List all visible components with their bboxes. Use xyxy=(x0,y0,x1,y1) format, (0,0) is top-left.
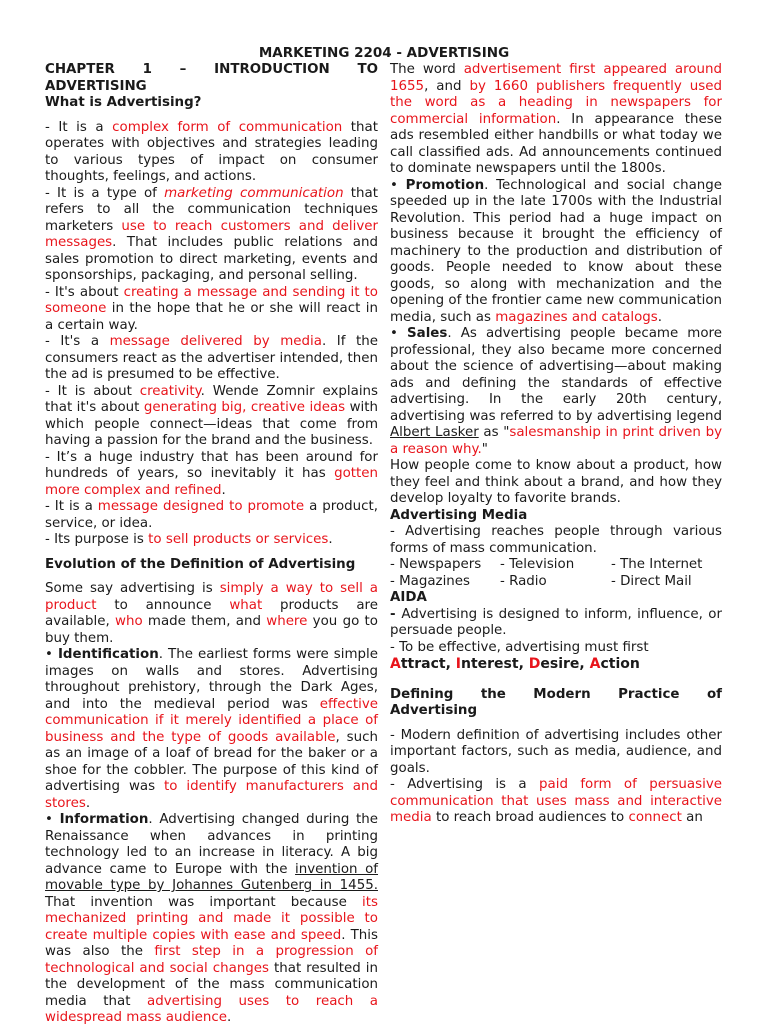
promotion-paragraph: • Promotion. Technological and social change speeded up in the late 1700s with the Industrial Revolution. This period had a huge impact on business because it brought the efficiency of machinery to the production and distribution of goods. People needed to know about these goods, so along with mechanization and the opening of the frontier came new communication media, such as magazines and catalogs. xyxy=(390,177,722,325)
modern-definition-1: - Modern definition of advertising includes other important factors, such as media, audience, and goals. xyxy=(390,727,722,776)
media-item: - Magazines xyxy=(390,573,471,589)
document-title: MARKETING 2204 - ADVERTISING xyxy=(258,45,510,61)
aida-heading: AIDA xyxy=(390,590,427,605)
media-list xyxy=(390,557,722,590)
evolution-heading: Evolution of the Definition of Advertising xyxy=(45,556,356,572)
definition-bullet-7: - It is a message designed to promote a product, service, or idea. xyxy=(45,499,379,531)
media-item: - The Internet xyxy=(611,557,703,572)
chapter-heading-line2: ADVERTISING xyxy=(45,78,147,94)
defining-heading: Defining the Modern Practice of Advertising xyxy=(390,686,722,718)
modern-definition-2: - Advertising is a paid form of persuasive communication that uses mass and interactive media to reach broad audiences to connect an xyxy=(390,777,722,825)
information-paragraph: • Information. Advertising changed during the Renaissance when advances in printing technology led to an increase in literacy. A big advance came to Europe with the invention of movable type by Johannes Gutenberg in 1455. That invention was important because its mechanized printing and made it possible to create multiple copies with ease and speed. This was also the first step in a progression of technological and social changes that resulted in the development of the mass communication media that advertising uses to reach a widespread mass audience. xyxy=(45,812,379,1025)
chapter-heading: CHAPTER 1 – INTRODUCTION TO xyxy=(45,62,378,77)
definition-bullet-8: - Its purpose is to sell products or services. xyxy=(45,532,333,547)
aida-point-2: - To be effective, advertising must first xyxy=(390,639,649,655)
definition-bullet-2: - It is a type of marketing communication that refers to all the communication techniques marketers use to reach customers and deliver messages. That includes public relations and sales promotion to direct marketing, events and sponsorships, packaging, and personal selling. xyxy=(45,185,378,283)
sales-paragraph: • Sales. As advertising people became more professional, they also became more concerned about the science of advertising—about making ads and defining the standards of effective advertising. In the early 20th century, advertising was referred to by advertising legend Albert Lasker as "salesmanship in print driven by a reason why." xyxy=(390,326,722,457)
definition-bullet-6: - It’s a huge industry that has been around for hundreds of years, so inevitably it has gotten more complex and refined. xyxy=(45,449,378,498)
definition-bullet-5: - It is about creativity. Wende Zomnir explains that it's about generating big, creative ideas with which people connect—ideas that come from having a passion for the brand and the business. xyxy=(45,383,378,448)
right-column xyxy=(390,62,722,827)
advertisement-word-paragraph: The word advertisement first appeared around 1655, and by 1660 publishers frequently used the word as a heading in newspapers for commercial information. In appearance these ads resembled either handbills or what today we call classified ads. Ad announcements continued to dominate newspapers until the 1800s. xyxy=(390,62,722,176)
advertising-media-heading: Advertising Media xyxy=(390,507,528,523)
media-intro: - Advertising reaches people through various forms of mass communication. xyxy=(390,524,722,556)
left-column xyxy=(45,62,378,1027)
definition-bullet-3: - It's about creating a message and sending it to someone in the hope that he or she will react in a certain way. xyxy=(45,284,378,333)
media-item: - Television xyxy=(500,557,575,572)
media-item: - Newspapers xyxy=(390,557,482,572)
identification-paragraph: • Identification. The earliest forms were simple images on walls and stores. Advertising throughout prehistory, through the Dark Ages, and into the medieval period was effective communication if it merely identified a place of business and the type of goods available, such as an image of a loaf of bread for the baker or a shoe for the cobbler. The purpose of this kind of advertising was to identify manufacturers and stores. xyxy=(45,647,379,811)
evolution-intro: Some say advertising is simply a way to sell a product to announce what products are available, who made them, and where you go to buy them. xyxy=(45,581,378,646)
what-is-advertising-heading: What is Advertising? xyxy=(45,95,202,110)
how-people-paragraph: How people come to know about a product, how they feel and think about a brand, and how they develop loyalty to favorite brands. xyxy=(390,458,722,506)
definition-bullet-1: - It is a complex form of communication that operates with objectives and strategies leading to various types of impact on consumer thoughts, feelings, and actions. xyxy=(45,119,378,184)
media-item: - Direct Mail xyxy=(611,573,692,589)
media-item: - Radio xyxy=(500,573,547,589)
aida-point-1: - Advertising is designed to inform, influence, or persuade people. xyxy=(390,606,722,638)
aida-acronym: Attract, Interest, Desire, Action xyxy=(390,656,640,672)
definition-bullet-4: - It's a message delivered by media. If the consumers react as the advertiser intended, then the ad is presumed to be effective. xyxy=(45,334,378,382)
